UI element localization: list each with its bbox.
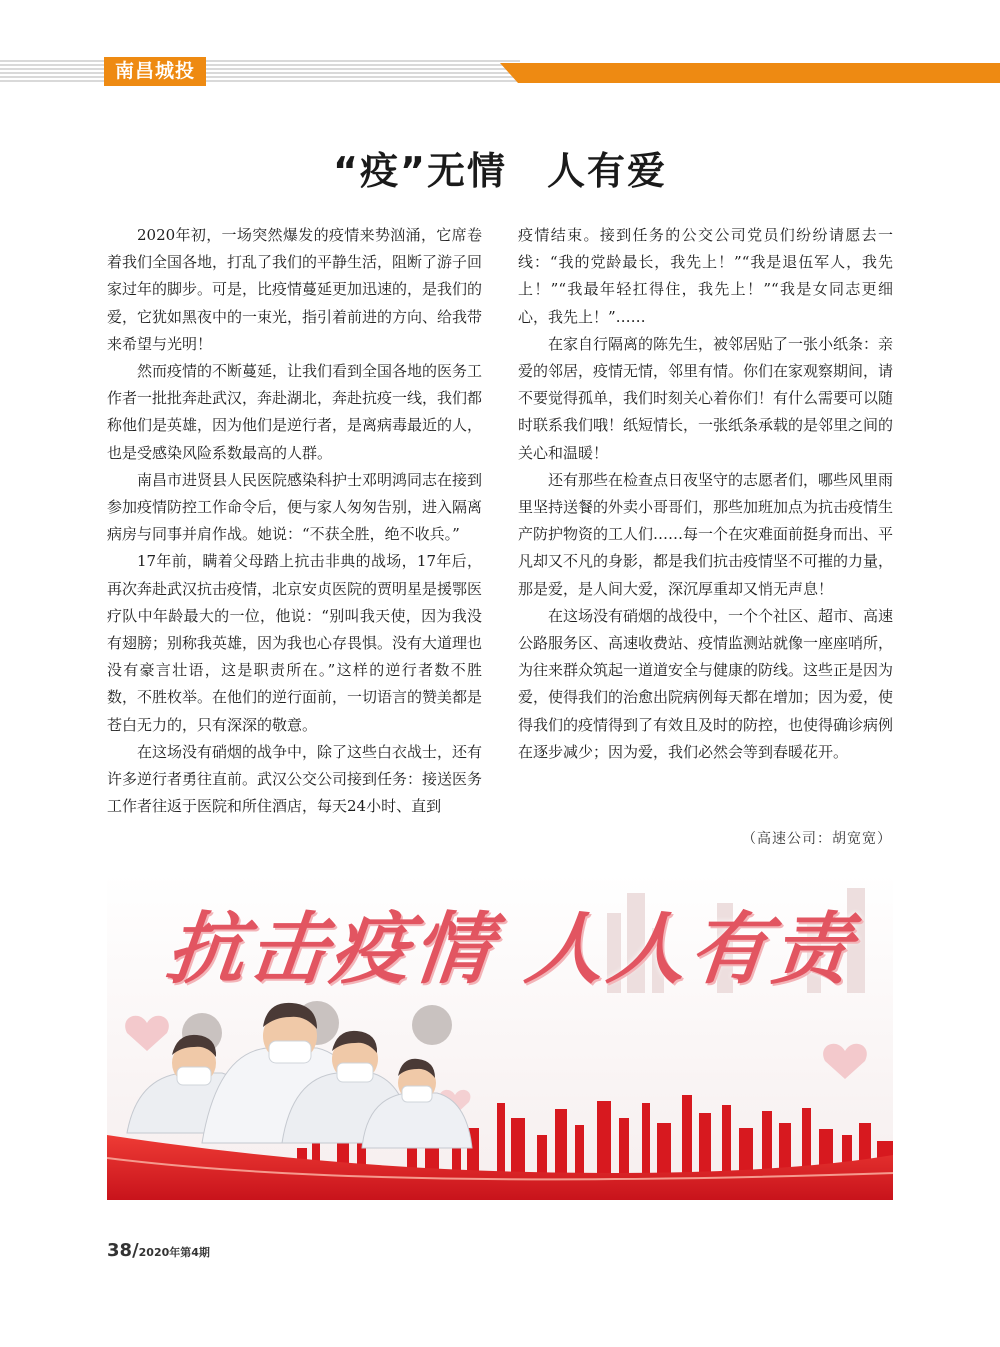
author-signature: （高速公司：胡宽宽） (742, 831, 892, 847)
paragraph-continuation: 疫情结束。接到任务的公交公司党员们纷纷请愿去一线：“我的党龄最长，我先上！”“我是退伍军人，我先上！”“我最年轻扛得住，我先上！”“我是女同志更细心，我先上！”…… (518, 226, 893, 326)
paragraph: 在这场没有硝烟的战役中，一个个社区、超市、高速公路服务区、高速收费站、疫情监测站就像一座座哨所，为往来群众筑起一道道安全与健康的防线。这些正是因为爱，使得我们的治愈出院病例每天都在增加；因为爱，使得我们的疫情得到了有效且及时的防控，也使得确诊病例在逐步减少；因为爱，我们必然会等到春暖花开。 (518, 606, 894, 761)
paragraph: 在家自行隔离的陈先生，被邻居贴了一张小纸条：亲爱的邻居，疫情无情，邻里有情。你们在家观察期间，请不要觉得孤单，我们时刻关心着你们！有什么需要可以随时联系我们哦！纸短情长，一张纸条承载的是邻里之间的关心和温暖！ (518, 334, 894, 462)
paragraph: 南昌市进贤县人民医院感染科护士邓明鸿同志在接到参加疫情防控工作命令后，便与家人匆匆告别，进入隔离病房与同事并肩作战。她说：“不获全胜，绝不收兵。” (107, 470, 483, 544)
article-column-right (518, 222, 893, 766)
anti-epidemic-banner (107, 873, 893, 1200)
folio-separator: / (132, 1240, 139, 1261)
page-number: 38 (107, 1240, 133, 1261)
paragraph: 17年前，瞒着父母踏上抗击非典的战场，17年后，再次奔赴武汉抗击疫情，北京安贞医院的贾明星是援鄂医疗队中年龄最大的一位，他说：“别叫我天使，因为我没有翅膀；别称我英雄，因为我也心存畏惧。没有大道理也没有豪言壮语，这是职责所在。”这样的逆行者数不胜数，不胜枚举。在他们的逆行面前，一切语言的赞美都是苍白无力的，只有深深的敬意。 (107, 552, 483, 734)
paragraph: 还有那些在检查点日夜坚守的志愿者们，哪些风里雨里坚持送餐的外卖小哥哥们，那些加班加点为抗击疫情生产防护物资的工人们……每一个在灾难面前挺身而出、平凡却又不凡的身影，都是我们抗击疫情坚不可摧的力量，那是爱，是人间大爱，深沉厚重却又悄无声息！ (518, 470, 894, 598)
paragraph: 在这场没有硝烟的战争中，除了这些白衣战士，还有许多逆行者勇往直前。武汉公交公司接到任务：接送医务工作者往返于医院和所住酒店，每天24小时、直到 (107, 742, 483, 816)
paragraph: 2020年初，一场突然爆发的疫情来势汹涌，它席卷着我们全国各地，打乱了我们的平静生活，阻断了游子回家过年的脚步。可是，比疫情蔓延更加迅速的，是我们的爱，它犹如黑夜中的一束光，指引着前进的方向、给我带来希望与光明！ (107, 226, 483, 353)
paragraph: 然而疫情的不断蔓延，让我们看到全国各地的医务工作者一批批奔赴武汉，奔赴湖北，奔赴抗疫一线，我们都称他们是英雄，因为他们是逆行者，是离病毒最近的人，也是受感染风险系数最高的人群。 (107, 362, 483, 462)
header-orange-bar (500, 63, 1000, 83)
article-column-left (107, 222, 482, 820)
issue-label: 2020年第4期 (138, 1246, 210, 1259)
page-folio (107, 1240, 210, 1261)
magazine-brand-label: 南昌城投 (104, 57, 206, 86)
header-stripe-band (0, 60, 520, 84)
article-title: “疫”无情 人有爱 (333, 149, 667, 193)
banner-slogan: 抗击疫情 人人有责 (162, 905, 859, 995)
